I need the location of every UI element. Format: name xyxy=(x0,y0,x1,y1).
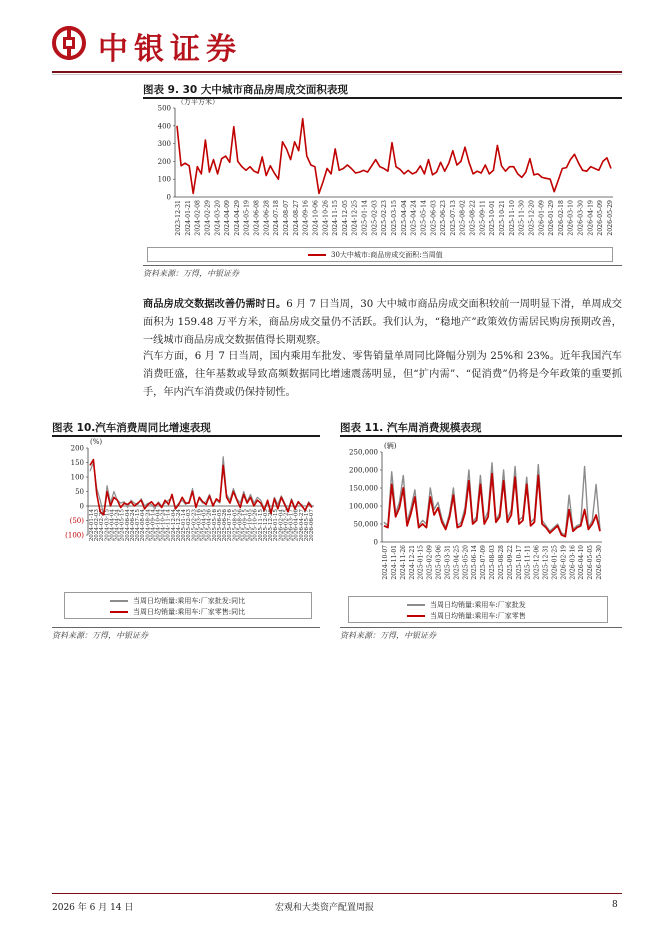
bank-logo-square xyxy=(63,37,75,49)
fig11-x-tick-label: 2026-04-10 xyxy=(578,545,586,580)
fig9-x-tick-label: 2023-12-31 xyxy=(175,200,182,236)
fig11-x-tick-label: 2025-05-20 xyxy=(462,545,470,580)
fig10-x-tick-label: 2026-02-25 xyxy=(283,509,290,542)
fig11-x-tick-label: 2026-03-16 xyxy=(569,545,577,580)
fig9-x-tick-label: 2024-02-29 xyxy=(204,200,212,236)
fig10-x-tick-label: 2025-12-05 xyxy=(262,509,269,542)
fig10-x-tick-label: 2026-03-17 xyxy=(288,509,295,542)
fig9-x-tick-label: 2025-06-03 xyxy=(430,200,438,236)
brand-name: 中银证券 xyxy=(98,32,242,67)
fig10-legend-item-wholesale xyxy=(110,596,245,606)
footer-page-number: 8 xyxy=(612,900,618,910)
fig9-x-tick-label: 2026-05-29 xyxy=(607,200,614,236)
fig11-legend-item-wholesale xyxy=(407,600,526,610)
fig10-x-tick-label: 2025-04-05 xyxy=(201,509,208,542)
fig9-x-tick-label: 2025-10-21 xyxy=(499,200,506,236)
fig10-legend-label-wholesale: 当周日均销量:乘用车:厂家批发:同比 xyxy=(133,597,246,605)
fig9-x-tick-label: 2025-08-22 xyxy=(469,200,477,236)
fig10-x-tick-label: 2024-06-04 xyxy=(124,509,131,542)
fig9-y-tick-label: 300 xyxy=(157,140,171,149)
fig10-x-tick-label: 2024-10-24 xyxy=(160,509,167,542)
fig10-x-tick-label: 2024-08-24 xyxy=(145,509,152,542)
fig9-legend-item xyxy=(308,250,443,260)
fig9-x-tick-label: 2024-10-26 xyxy=(322,200,330,236)
paragraph-property-lead: 商品房成交数据改善仍需时日。 xyxy=(143,298,287,310)
fig11-y-tick-label: 200,000 xyxy=(349,466,378,475)
fig11-x-tick-label: 2024-11-01 xyxy=(390,545,398,580)
fig10-x-tick-label: 2025-01-14 xyxy=(181,509,188,542)
fig10-x-tick-label: 2026-01-15 xyxy=(273,509,280,542)
fig11-x-tick-label: 2024-12-21 xyxy=(408,545,416,580)
fig10-legend-item-retail xyxy=(110,607,245,617)
fig9-x-tick-label: 2024-01-21 xyxy=(184,200,192,236)
fig11-x-tick-label: 2025-03-31 xyxy=(444,545,452,580)
fig9-x-tick-label: 2024-08-07 xyxy=(283,200,290,236)
fig10-x-tick-label: 2025-08-05 xyxy=(232,509,239,542)
fig11-x-tick-label: 2025-06-14 xyxy=(471,545,479,580)
fig10-x-tick-label: 2026-06-07 xyxy=(309,509,315,542)
fig9-source: 资料来源：万得，中银证券 xyxy=(143,269,239,278)
fig10-x-tick-label: 2025-11-15 xyxy=(257,509,264,542)
fig9-x-tick-label: 2024-04-09 xyxy=(224,200,232,236)
fig9-legend-swatch xyxy=(308,254,326,256)
fig10-x-tick-label: 2024-01-14 xyxy=(89,509,95,542)
fig9-chart xyxy=(143,98,622,264)
fig11-legend-label-retail: 当周日均销量:乘用车:厂家零售 xyxy=(430,612,526,620)
fig10-x-tick-label: 2025-10-26 xyxy=(252,509,259,542)
fig9-x-tick-label: 2025-04-24 xyxy=(410,200,418,236)
fig10-source: 资料来源：万得，中银证券 xyxy=(52,631,148,640)
fig10-x-tick-label: 2024-12-24 xyxy=(175,509,182,542)
fig10-y-tick-label: 200 xyxy=(70,444,84,453)
fig11-legend-swatch-wholesale xyxy=(407,604,425,606)
fig11-x-tick-label: 2025-12-06 xyxy=(533,545,541,580)
fig11-y-tick-label: 0 xyxy=(373,538,378,547)
fig10-x-tick-label: 2024-06-24 xyxy=(129,509,136,542)
fig9-x-tick-label: 2025-08-02 xyxy=(459,200,467,236)
fig10-x-tick-label: 2025-06-05 xyxy=(216,509,223,542)
fig10-x-tick-label: 2025-03-16 xyxy=(196,509,203,542)
fig9-x-tick-label: 2024-07-18 xyxy=(273,200,281,236)
fig11-legend xyxy=(348,596,608,623)
footer-rule xyxy=(52,893,622,894)
fig9-x-tick-label: 2026-01-09 xyxy=(538,200,546,236)
fig10-y-tick-label: 50 xyxy=(75,488,84,496)
fig10-x-tick-label: 2024-10-04 xyxy=(155,509,162,542)
fig11-x-tick-label: 2026-05-30 xyxy=(596,545,603,580)
paragraph-property-body: 6 月 7 日当周，30 大中城市商品房成交面积较前一周明显下滑，单周成交面积为 159.48 万平方米，商品房成交量仍不活跃。我们认为，“稳地产”政策效仿需居民购房预期改善，一线城市商品房成交数据值得长期观察。 xyxy=(143,299,622,347)
fig9-x-tick-label: 2025-04-04 xyxy=(400,200,408,236)
header-rule xyxy=(52,71,622,73)
fig11-y-tick-label: 50,000 xyxy=(353,520,378,529)
fig9-x-tick-label: 2025-12-20 xyxy=(528,200,536,236)
fig10-x-tick-label: 2026-04-27 xyxy=(298,509,305,542)
fig11-x-tick-label: 2024-10-07 xyxy=(382,545,389,580)
fig11-chart xyxy=(340,436,622,596)
fig9-x-tick-label: 2024-11-15 xyxy=(332,200,340,236)
footer-report-name: 宏观和大类资产配置周报 xyxy=(275,903,375,913)
fig10-y-tick-label: 150 xyxy=(70,459,84,467)
fig10-unit-label: (%) xyxy=(90,438,103,446)
fig9-x-tick-label: 2025-07-13 xyxy=(449,200,457,236)
fig9-y-tick-label: 500 xyxy=(157,104,171,113)
fig11-x-tick-label: 2025-04-25 xyxy=(453,545,461,580)
fig10-x-tick-label: 2024-04-04 xyxy=(109,509,116,542)
fig11-x-tick-label: 2025-09-22 xyxy=(506,545,514,580)
fig11-x-tick-label: 2025-08-03 xyxy=(489,545,496,580)
fig9-x-tick-label: 2026-03-10 xyxy=(567,200,575,236)
fig9-x-tick-label: 2025-05-14 xyxy=(420,200,428,236)
fig10-y-tick-label: (50) xyxy=(69,517,84,525)
fig10-x-tick-label: 2025-04-26 xyxy=(206,509,213,542)
fig10-y-tick-label: (100) xyxy=(65,531,84,540)
fig11-x-tick-label: 2025-12-31 xyxy=(542,545,550,580)
fig9-legend-label: 30大中城市:商品房成交面积:当周值 xyxy=(331,251,443,259)
fig9-x-tick-label: 2026-05-09 xyxy=(597,200,605,236)
fig10-x-tick-label: 2025-02-03 xyxy=(186,509,193,542)
fig10-title: 图表 10.汽车消费周同比增速表现 xyxy=(52,422,211,434)
fig11-x-tick-label: 2025-03-06 xyxy=(435,545,443,580)
fig10-x-tick-label: 2025-09-15 xyxy=(242,509,249,542)
fig11-bottom-rule xyxy=(340,627,622,628)
fig11-x-tick-label: 2025-07-09 xyxy=(480,545,488,580)
fig10-x-tick-label: 2025-12-26 xyxy=(268,509,275,542)
fig10-legend-swatch-wholesale xyxy=(110,600,128,602)
paragraph-property xyxy=(143,295,622,351)
fig10-x-tick-label: 2024-08-04 xyxy=(140,509,147,542)
fig10-legend xyxy=(64,592,312,619)
fig9-bottom-rule xyxy=(143,265,622,266)
fig9-unit-label: （万平方米） xyxy=(177,98,219,106)
fig9-x-tick-label: 2024-02-08 xyxy=(194,200,202,236)
fig10-x-tick-label: 2025-10-05 xyxy=(247,509,254,542)
fig9-title: 图表 9. 30 大中城市商品房周成交面积表现 xyxy=(143,84,348,96)
fig11-legend-label-wholesale: 当周日均销量:乘用车:厂家批发 xyxy=(430,601,526,609)
fig11-x-tick-label: 2026-05-05 xyxy=(587,545,595,580)
fig11-x-tick-label: 2025-11-11 xyxy=(524,545,532,580)
fig9-y-tick-label: 200 xyxy=(157,157,171,166)
fig11-x-tick-label: 2025-08-28 xyxy=(497,545,505,580)
fig10-x-tick-label: 2024-05-15 xyxy=(119,509,126,542)
fig10-legend-label-retail: 当周日均销量:乘用车:厂家零售:同比 xyxy=(133,608,246,616)
fig9-y-tick-label: 0 xyxy=(166,193,171,202)
fig9-x-tick-label: 2024-06-08 xyxy=(253,200,261,236)
fig9-x-tick-label: 2024-04-29 xyxy=(233,200,241,236)
fig10-x-tick-label: 2025-07-16 xyxy=(227,509,234,542)
fig10-bottom-rule xyxy=(52,627,320,628)
fig10-x-tick-label: 2024-07-15 xyxy=(135,509,142,542)
fig10-x-tick-label: 2024-11-14 xyxy=(165,509,172,542)
fig9-x-tick-label: 2025-02-03 xyxy=(371,200,379,236)
fig9-x-tick-label: 2025-01-14 xyxy=(361,200,369,236)
fig11-unit-label: (辆) xyxy=(384,442,397,450)
fig9-x-tick-label: 2024-05-19 xyxy=(243,200,251,236)
fig9-legend xyxy=(147,247,613,262)
fig11-y-tick-label: 250,000 xyxy=(349,448,378,457)
fig10-x-tick-label: 2026-02-04 xyxy=(278,509,285,542)
fig11-legend-item-retail xyxy=(407,611,526,621)
fig9-x-tick-label: 2024-09-16 xyxy=(302,200,310,236)
fig10-chart xyxy=(52,436,320,592)
fig11-x-tick-label: 2025-10-17 xyxy=(515,545,523,580)
fig10-x-tick-label: 2024-03-15 xyxy=(104,509,111,542)
fig11-x-tick-label: 2026-02-19 xyxy=(560,545,568,580)
fig10-x-tick-label: 2026-04-06 xyxy=(293,509,300,542)
fig9-x-tick-label: 2025-11-10 xyxy=(508,200,516,236)
fig9-x-tick-label: 2026-04-19 xyxy=(587,200,595,236)
fig9-x-tick-label: 2024-10-06 xyxy=(312,200,320,236)
fig10-x-tick-label: 2024-02-03 xyxy=(94,509,101,542)
footer-date: 2026 年 6 月 14 日 xyxy=(52,903,134,913)
fig11-legend-swatch-retail xyxy=(407,615,425,617)
fig9-series-line-1 xyxy=(177,119,611,194)
fig11-x-tick-label: 2025-02-09 xyxy=(426,545,434,580)
fig9-y-tick-label: 400 xyxy=(157,122,171,131)
fig10-y-tick-label: 100 xyxy=(70,473,84,482)
fig11-source: 资料来源：万得，中银证券 xyxy=(340,631,436,640)
fig9-x-tick-label: 2025-09-11 xyxy=(479,200,487,236)
fig9-x-tick-label: 2024-12-25 xyxy=(351,200,359,236)
fig11-title: 图表 11. 汽车周消费规模表现 xyxy=(340,422,482,434)
fig11-x-tick-label: 2025-01-15 xyxy=(417,545,425,580)
fig9-x-tick-label: 2025-10-01 xyxy=(489,200,497,236)
paragraph-auto: 汽车方面，6 月 7 日当周，国内乘用车批发、零售销量单周同比降幅分别为 25%和 23%。近年我国汽车消费旺盛，往年基数或导致高频数据同比增速震荡明显，但“扩内需”、“促消费”仍将是今年政策的重要抓手，年内汽车消费或仍保持韧性。 xyxy=(143,351,622,399)
fig10-x-tick-label: 2024-12-04 xyxy=(170,509,177,542)
fig10-x-tick-label: 2025-06-26 xyxy=(222,509,229,542)
fig9-x-tick-label: 2024-08-27 xyxy=(292,200,300,236)
fig9-y-tick-label: 100 xyxy=(157,175,171,184)
header-rule-thin xyxy=(52,74,622,75)
fig10-x-tick-label: 2024-02-23 xyxy=(99,509,106,542)
fig11-x-tick-label: 2026-01-25 xyxy=(551,545,559,580)
fig9-x-tick-label: 2026-02-18 xyxy=(557,200,565,236)
fig9-x-tick-label: 2025-06-23 xyxy=(440,200,448,236)
fig9-x-tick-label: 2024-06-28 xyxy=(263,200,271,236)
fig9-x-tick-label: 2026-03-30 xyxy=(577,200,585,236)
fig10-x-tick-label: 2024-09-14 xyxy=(150,509,157,542)
fig9-x-tick-label: 2024-03-20 xyxy=(214,200,222,236)
fig10-x-tick-label: 2026-05-17 xyxy=(303,509,310,542)
fig10-x-tick-label: 2025-08-26 xyxy=(237,509,244,542)
fig10-y-tick-label: 0 xyxy=(79,502,84,511)
fig10-legend-swatch-retail xyxy=(110,611,128,613)
fig10-x-tick-label: 2025-05-16 xyxy=(211,509,218,542)
fig9-x-tick-label: 2025-02-23 xyxy=(381,200,389,236)
fig11-y-tick-label: 100,000 xyxy=(349,502,378,511)
fig9-x-tick-label: 2025-03-15 xyxy=(391,200,398,236)
fig11-y-tick-label: 150,000 xyxy=(349,484,378,493)
fig10-x-tick-label: 2025-02-23 xyxy=(191,509,198,542)
fig10-series-line-2 xyxy=(90,460,312,515)
fig9-x-tick-label: 2024-12-05 xyxy=(341,200,349,236)
fig9-x-tick-label: 2025-11-30 xyxy=(518,200,526,236)
fig11-x-tick-label: 2024-11-26 xyxy=(399,545,407,580)
fig9-x-tick-label: 2026-01-29 xyxy=(548,200,556,236)
fig10-x-tick-label: 2024-04-24 xyxy=(114,509,121,542)
